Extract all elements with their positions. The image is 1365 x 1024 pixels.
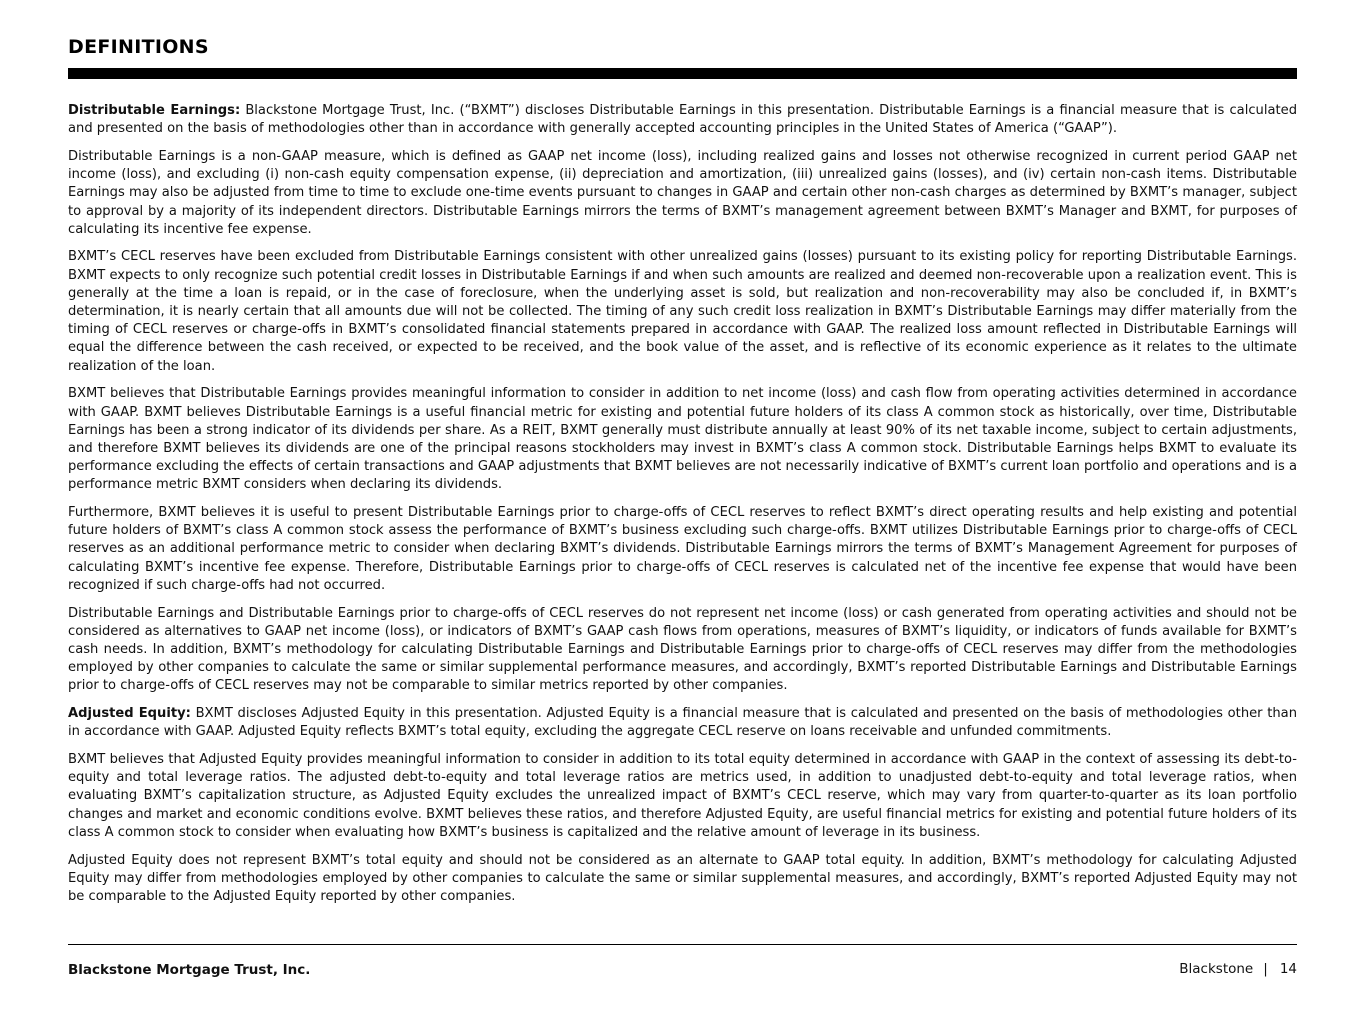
paragraph-text: BXMT discloses Adjusted Equity in this presentation. Adjusted Equity is a financial measure that is calculated and presented on the basis of methodologies other than in accordance with GAAP. Adjusted Equity reflects BXMT’s total equity, excluding the aggregate CECL reserve on loans receivable and unfunded commitments.	[68, 706, 1297, 740]
title-divider-bar	[68, 68, 1297, 79]
paragraph-non-gaap-measure	[68, 148, 1297, 239]
paragraph-not-alternatives	[68, 605, 1297, 696]
paragraph-lead: Distributable Earnings:	[68, 103, 241, 118]
footer-company-name: Blackstone Mortgage Trust, Inc.	[68, 962, 311, 978]
paragraph-text: Adjusted Equity does not represent BXMT’s total equity and should not be considered as an alternate to GAAP total equity. In addition, BXMT’s methodology for calculating Adjusted Equity may differ from methodologies employed by other companies to calculate the same or similar supplemental measures, and accordingly, BXMT’s reported Adjusted Equity may not be comparable to the Adjusted Equity reported by other companies.	[68, 852, 1297, 904]
paragraph-cecl-reserves	[68, 248, 1297, 375]
definitions-body	[68, 102, 1297, 916]
footer-brand-page	[1179, 961, 1297, 977]
footer-brand: Blackstone	[1179, 961, 1254, 977]
paragraph-text: Blackstone Mortgage Trust, Inc. (“BXMT”) discloses Distributable Earnings in this presentation. Distributable Earnings is a financial measure that is calculated and presented on the basis of methodologies other than in accordance with generally accepted accounting principles in the United States of America (“GAAP”).	[68, 103, 1298, 137]
footer-separator: |	[1263, 961, 1268, 977]
paragraph-distributable-earnings-definition	[68, 102, 1297, 138]
paragraph-adjusted-equity-limitations	[68, 852, 1297, 907]
paragraph-text: BXMT’s CECL reserves have been excluded from Distributable Earnings consistent with other unrealized gains (losses) pursuant to its existing policy for reporting Distributable Earnings. BXMT expects to only recognize such potential credit losses in Distributable Earnings if and when such amounts are realized and deemed non-recoverable upon a realization event. This is generally at the time a loan is repaid, or in the case of foreclosure, when the underlying asset is sold, but realization and non-recoverability may also be concluded if, in BXMT’s determination, it is nearly certain that all amounts due will not be collected. The timing of any such credit loss realization in BXMT’s Distributable Earnings may differ materially from the timing of CECL reserves or charge-offs in BXMT’s consolidated financial statements prepared in accordance with GAAP. The realized loss amount reflected in Distributable Earnings will equal the difference between the cash received, or expected to be received, and the book value of the asset, and is reflective of its economic experience as it relates to the ultimate realization of the loan.	[68, 249, 1297, 374]
paragraph-meaningful-information	[68, 385, 1297, 494]
paragraph-text: Furthermore, BXMT believes it is useful to present Distributable Earnings prior to charge-offs of CECL reserves to reflect BXMT’s direct operating results and help existing and potential future holders of BXMT’s class A common stock assess the performance of BXMT’s business excluding such charge-offs. BXMT utilizes Distributable Earnings prior to charge-offs of CECL reserves as an additional performance metric to consider when declaring BXMT’s dividends. Distributable Earnings mirrors the terms of BXMT’s Management Agreement for purposes of calculating BXMT’s incentive fee expense. Therefore, Distributable Earnings prior to charge-offs of CECL reserves is calculated net of the incentive fee expense that would have been recognized if such charge-offs had not occurred.	[68, 505, 1297, 593]
paragraph-charge-offs	[68, 504, 1297, 595]
paragraph-lead: Adjusted Equity:	[68, 706, 191, 722]
paragraph-text: Distributable Earnings is a non-GAAP measure, which is defined as GAAP net income (loss), including realized gains and losses not otherwise recognized in current period GAAP net income (loss), and excluding (i) non-cash equity compensation expense, (ii) depreciation and amortization, (iii) unrealized gains (losses), and (iv) certain non-cash items. Distributable Earnings may also be adjusted from time to time to exclude one-time events pursuant to changes in GAAP and certain other non-cash charges as determined by BXMT’s manager, subject to approval by a majority of its independent directors. Distributable Earnings mirrors the terms of BXMT’s management agreement between BXMT’s Manager and BXMT, for purposes of calculating its incentive fee expense.	[68, 148, 1297, 237]
paragraph-adjusted-equity-definition	[68, 705, 1297, 741]
footer-divider	[68, 944, 1297, 945]
paragraph-text: Distributable Earnings and Distributable Earnings prior to charge-offs of CECL reserves do not represent net income (loss) or cash generated from operating activities and should not be considered as alternatives to GAAP net income (loss), or indicators of BXMT’s GAAP cash flows from operations, measures of BXMT’s liquidity, or indicators of funds available for BXMT’s cash needs. In addition, BXMT’s methodology for calculating Distributable Earnings and Distributable Earnings prior to charge-offs of CECL reserves may differ from the methodologies employed by other companies to calculate the same or similar supplemental performance measures, and accordingly, BXMT’s reported Distributable Earnings and Distributable Earnings prior to charge-offs of CECL reserves may not be comparable to similar metrics reported by other companies.	[68, 605, 1297, 694]
paragraph-text: BXMT believes that Distributable Earnings provides meaningful information to consider in addition to net income (loss) and cash flow from operating activities determined in accordance with GAAP. BXMT believes Distributable Earnings is a useful financial metric for existing and potential future holders of its class A common stock as historically, over time, Distributable Earnings has been a strong indicator of its dividends per share. As a REIT, BXMT generally must distribute annually at least 90% of its net taxable income, subject to certain adjustments, and therefore BXMT believes its dividends are one of the principal reasons stockholders may invest in BXMT’s class A common stock. Distributable Earnings helps BXMT to evaluate its performance excluding the effects of certain transactions and GAAP adjustments that BXMT believes are not necessarily indicative of BXMT’s current loan portfolio and operations and is a performance metric BXMT considers when declaring its dividends.	[68, 386, 1297, 493]
page-number: 14	[1279, 961, 1297, 977]
page-title: DEFINITIONS	[68, 36, 209, 58]
paragraph-text: BXMT believes that Adjusted Equity provides meaningful information to consider in addition to its total equity determined in accordance with GAAP in the context of assessing its debt-to-equity and total leverage ratios. The adjusted debt-to-equity and total leverage ratios are metrics used, in addition to unadjusted debt-to-equity and total leverage ratios, when evaluating BXMT’s capitalization structure, as Adjusted Equity excludes the unrealized impact of BXMT’s CECL reserve, which may vary from quarter-to-quarter as its loan portfolio changes and market and economic conditions evolve. BXMT believes these ratios, and therefore Adjusted Equity, are useful financial metrics for existing and potential future holders of its class A common stock to consider when evaluating how BXMT’s business is capitalized and the relative amount of leverage in its business.	[68, 752, 1297, 840]
paragraph-adjusted-equity-usefulness	[68, 751, 1297, 842]
